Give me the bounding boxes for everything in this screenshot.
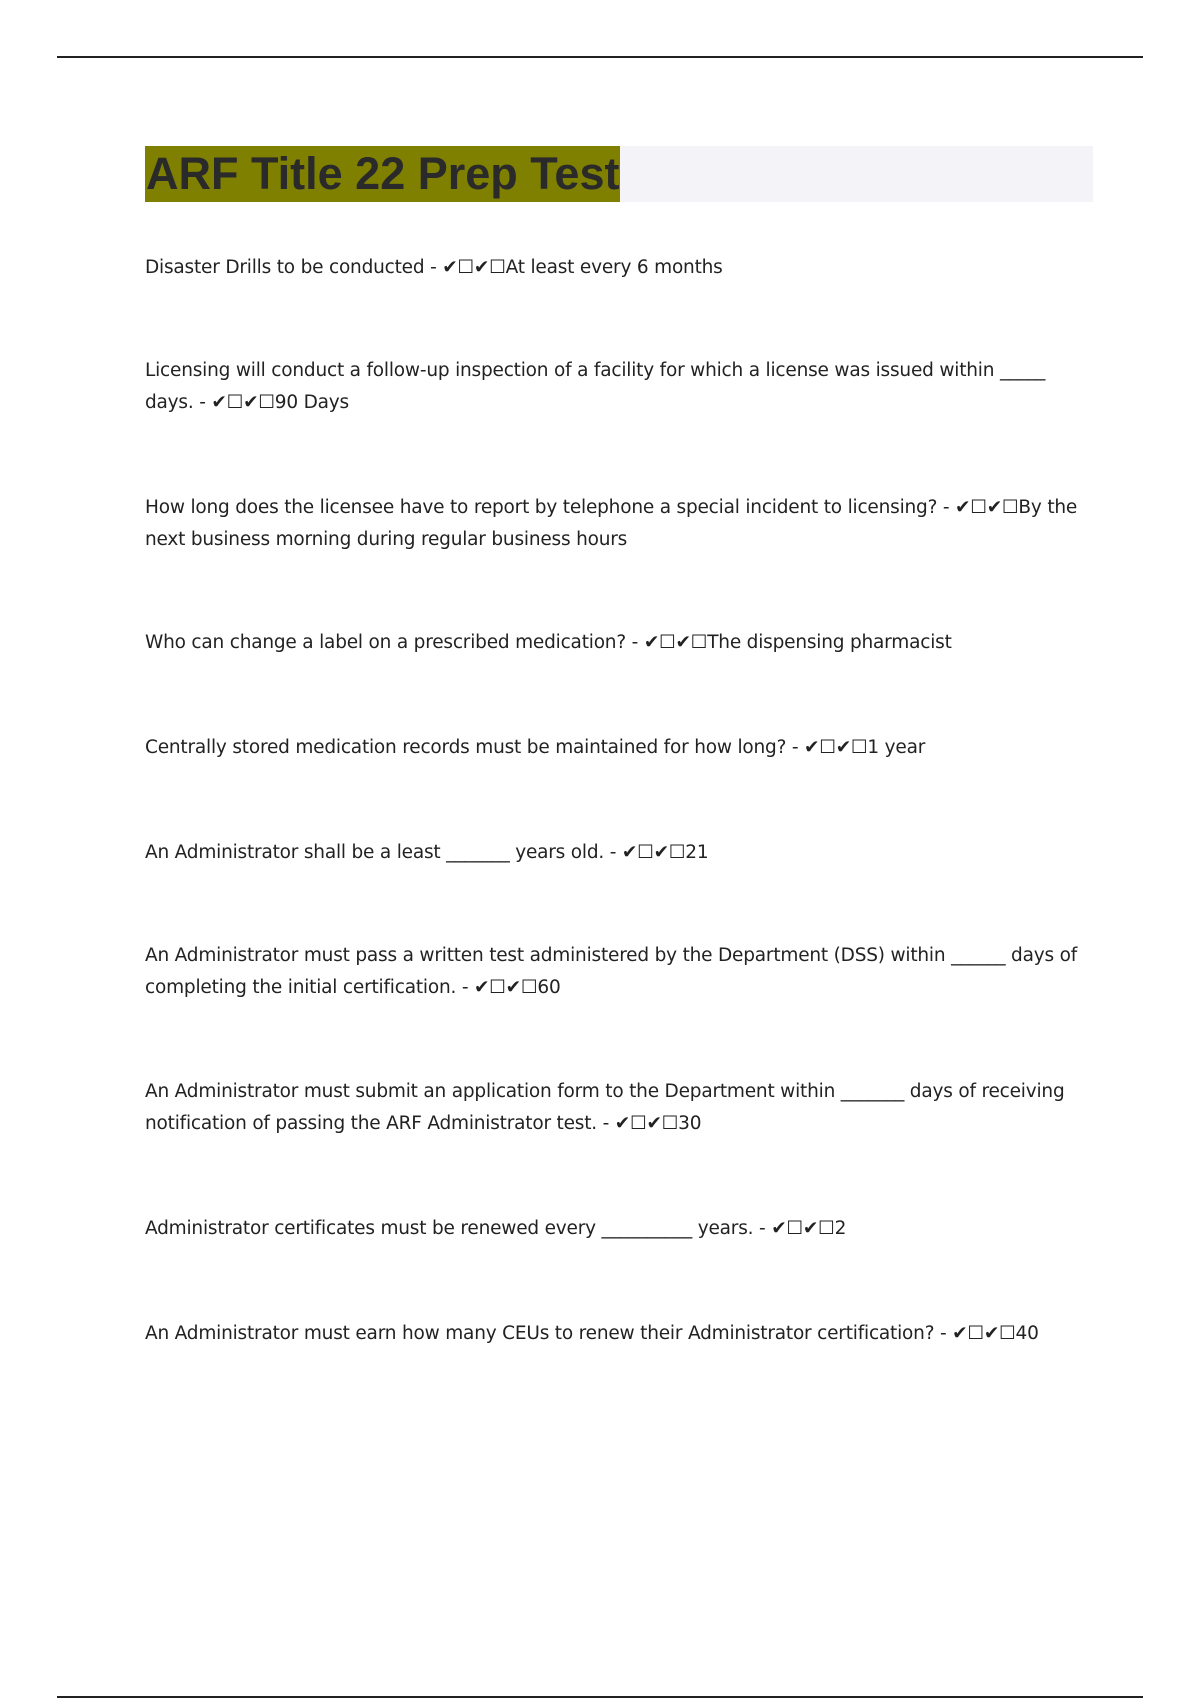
checkmark-icon: ✔☐✔☐ xyxy=(211,392,275,413)
answer-text: The dispensing pharmacist xyxy=(707,632,952,653)
checkmark-icon: ✔☐✔☐ xyxy=(474,977,538,998)
checkmark-icon: ✔☐✔☐ xyxy=(614,1113,679,1134)
question-text: An Administrator must earn how many CEUs to renew their Administrator certification? xyxy=(145,1323,935,1344)
qa-item xyxy=(145,940,1090,1004)
qa-item xyxy=(145,1213,1090,1245)
separator: - xyxy=(456,977,474,998)
question-text: How long does the licensee have to report by telephone a special incident to licensing? xyxy=(145,497,938,518)
document-title: ARF Title 22 Prep Test xyxy=(145,146,620,202)
question-text: An Administrator must submit an application form to the Department within _______ days of receiving notification of passing the ARF Administrator test. xyxy=(145,1081,1065,1134)
answer-text: 60 xyxy=(537,977,561,998)
answer-text: 2 xyxy=(834,1218,847,1239)
separator: - xyxy=(625,632,644,653)
answer-text: By the next business morning during regular business hours xyxy=(145,497,1083,550)
answer-text: At least every 6 months xyxy=(505,257,723,278)
qa-item xyxy=(145,837,1090,869)
separator: - xyxy=(424,257,443,278)
answer-text: 90 Days xyxy=(274,392,349,413)
checkmark-icon: ✔☐✔☐ xyxy=(804,737,868,758)
question-text: Who can change a label on a prescribed medication? xyxy=(145,632,626,653)
checkmark-icon: ✔☐✔☐ xyxy=(643,632,708,653)
separator: - xyxy=(193,392,212,413)
checkmark-icon: ✔☐✔☐ xyxy=(952,1323,1016,1344)
answer-text: 40 xyxy=(1015,1323,1039,1344)
bottom-rule xyxy=(57,1696,1143,1698)
question-text: An Administrator must pass a written test administered by the Department (DSS) within ______ days of completing the initial certification. xyxy=(145,945,1078,998)
answer-text: 1 year xyxy=(867,737,926,758)
separator: - xyxy=(934,1323,953,1344)
question-text: Licensing will conduct a follow-up inspection of a facility for which a license was issued within _____ days. xyxy=(145,360,1046,413)
qa-item xyxy=(145,627,1090,659)
question-text: Disaster Drills to be conducted xyxy=(145,257,425,278)
question-text: Administrator certificates must be renewed every __________ years. xyxy=(145,1218,754,1239)
answer-text: 30 xyxy=(678,1113,702,1134)
qa-item xyxy=(145,1318,1090,1350)
checkmark-icon: ✔☐✔☐ xyxy=(771,1218,835,1239)
top-rule xyxy=(57,56,1143,58)
question-text: Centrally stored medication records must be maintained for how long? xyxy=(145,737,787,758)
separator: - xyxy=(937,497,956,518)
checkmark-icon: ✔☐✔☐ xyxy=(955,497,1019,518)
qa-item xyxy=(145,355,1090,419)
qa-item xyxy=(145,492,1090,556)
qa-item xyxy=(145,732,1090,764)
answer-text: 21 xyxy=(685,842,709,863)
separator: - xyxy=(786,737,805,758)
separator: - xyxy=(596,1113,615,1134)
checkmark-icon: ✔☐✔☐ xyxy=(442,257,506,278)
question-text: An Administrator shall be a least _______ years old. xyxy=(145,842,605,863)
separator: - xyxy=(604,842,622,863)
separator: - xyxy=(753,1218,772,1239)
checkmark-icon: ✔☐✔☐ xyxy=(621,842,686,863)
qa-item xyxy=(145,1076,1090,1140)
qa-item xyxy=(145,252,1090,284)
